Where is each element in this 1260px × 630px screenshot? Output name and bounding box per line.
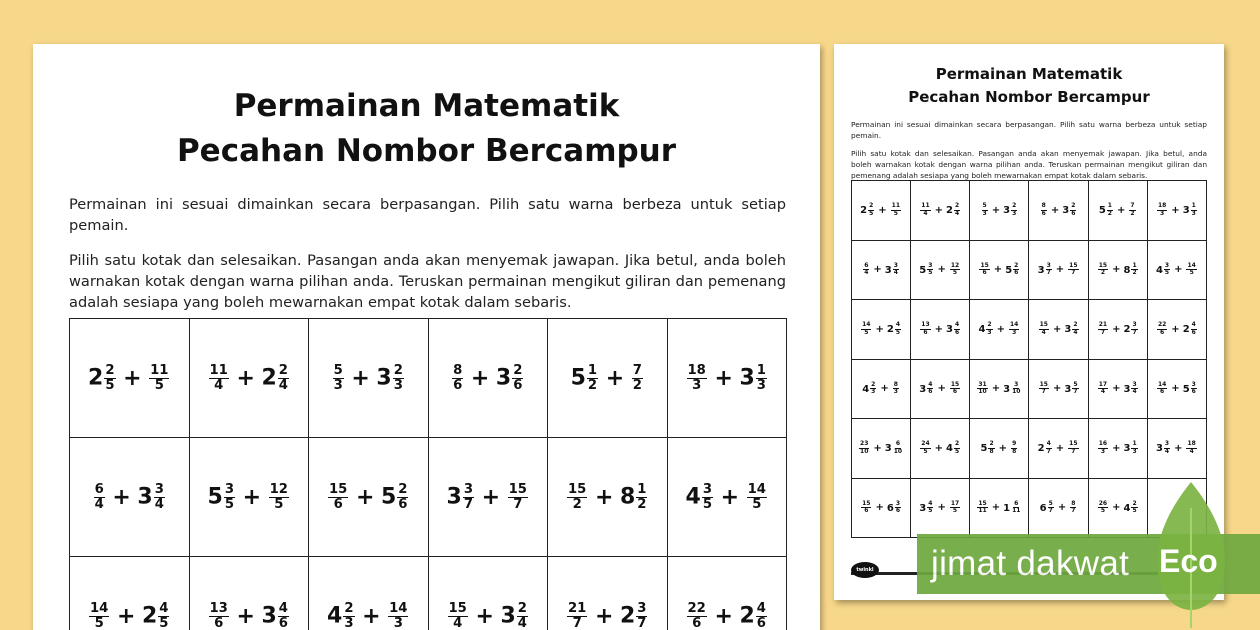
grid-cell[interactable] [911,359,970,419]
math-expression: $\frac{18}{3}$ + 3 $\frac{1}{3}$ [1157,202,1196,217]
eco-label: Eco [1159,543,1218,579]
math-expression: 5 $\frac{3}{5}$ + $\frac{12}{5}$ [919,261,960,277]
grid-cell[interactable] [1147,181,1206,241]
grid-cell[interactable] [189,319,309,438]
grid-row [852,240,1207,300]
instruction-paragraph-1: Permainan ini sesuai dimainkan secara berpasangan. Pilih satu warna berbeza untuk setiap pemain. [69,196,786,234]
grid-cell[interactable] [548,319,668,438]
grid-cell[interactable] [970,359,1029,419]
grid-cell[interactable] [70,438,190,557]
math-expression: 3 $\frac{4}{6}$ + $\frac{15}{6}$ [919,380,960,396]
math-expression: $\frac{6}{4}$ + 3 $\frac{3}{4}$ [94,481,164,512]
math-expression: 5 $\frac{1}{2}$ + $\frac{7}{2}$ [570,362,642,393]
math-expression: $\frac{8}{6}$ + 3 $\frac{2}{6}$ [453,362,523,393]
math-expression: $\frac{13}{6}$ + 3 $\frac{4}{6}$ [921,321,960,336]
grid-cell[interactable] [852,359,911,419]
grid-cell[interactable] [1029,359,1088,419]
grid-cell[interactable] [428,319,548,438]
grid-cell[interactable] [911,240,970,300]
math-expression: $\frac{15}{6}$ + 6 $\frac{3}{6}$ [862,499,901,515]
grid-cell[interactable] [667,319,787,438]
math-expression: $\frac{15}{2}$ + 8 $\frac{1}{2}$ [1098,261,1137,277]
math-expression: 2 $\frac{2}{5}$ + $\frac{11}{5}$ [860,202,901,217]
grid-cell[interactable] [667,438,787,557]
grid-cell[interactable] [1088,240,1147,300]
grid-cell[interactable] [911,419,970,479]
thumbnail-title: Permainan Matematik Pecahan Nombor Bercampur [908,65,1150,106]
math-expression: $\frac{5}{3}$ + 3 $\frac{2}{3}$ [982,202,1017,217]
grid-row [70,319,787,438]
math-expression: $\frac{15}{4}$ + 3 $\frac{2}{4}$ [448,600,527,630]
math-expression: $\frac{14}{5}$ + 2 $\frac{4}{5}$ [862,321,901,336]
math-expression: $\frac{15}{4}$ + 3 $\frac{2}{4}$ [1039,321,1078,336]
grid-row [70,438,787,557]
grid-cell[interactable] [911,478,970,538]
math-expression: 4 $\frac{2}{3}$ + $\frac{14}{3}$ [327,600,408,630]
math-expression: 3 $\frac{3}{7}$ + $\frac{15}{7}$ [1037,261,1078,277]
grid-cell[interactable] [852,419,911,479]
thumbnail-paragraph-2: Pilih satu kotak dan selesaikan. Pasangan anda akan menyemak jawapan. Jika betul, anda boleh warnakan kotak dengan warna pilihan anda. Teruskan permainan mengikut giliran dan pemenang adalah sesiapa yang boleh mewarnakan empat kotak dalam sebaris. [851,149,1207,180]
math-expression: $\frac{21}{7}$ + 2 $\frac{3}{7}$ [568,600,647,630]
grid-cell[interactable] [548,557,668,630]
math-expression: $\frac{15}{2}$ + 8 $\frac{1}{2}$ [568,481,647,512]
banner-text: jimat dakwat [931,544,1130,583]
math-expression: $\frac{11}{4}$ + 2 $\frac{2}{4}$ [921,202,960,217]
grid-cell[interactable] [428,438,548,557]
grid-cell[interactable] [1029,478,1088,538]
math-expression: $\frac{15}{6}$ + 5 $\frac{2}{6}$ [980,261,1019,277]
math-expression: 3 $\frac{3}{4}$ + $\frac{18}{4}$ [1155,440,1196,455]
math-expression: $\frac{5}{3}$ + 3 $\frac{2}{3}$ [333,362,403,393]
grid-cell[interactable] [1088,300,1147,360]
grid-cell[interactable] [970,181,1029,241]
grid-cell[interactable] [1029,181,1088,241]
grid-cell[interactable] [70,557,190,630]
math-expression: 6 $\frac{5}{7}$ + $\frac{8}{7}$ [1039,499,1076,515]
math-expression: $\frac{15}{11}$ + 1 $\frac{6}{11}$ [978,499,1021,515]
grid-row [852,181,1207,241]
math-expression: 3 $\frac{4}{5}$ + $\frac{17}{5}$ [919,499,960,515]
grid-cell[interactable] [1029,240,1088,300]
math-expression: 2 $\frac{4}{7}$ + $\frac{15}{7}$ [1037,440,1078,455]
grid-cell[interactable] [309,319,429,438]
grid-cell[interactable] [189,557,309,630]
grid-cell[interactable] [1147,419,1206,479]
grid-cell[interactable] [1088,181,1147,241]
grid-row [852,300,1207,360]
grid-cell[interactable] [548,438,668,557]
grid-cell[interactable] [1029,300,1088,360]
math-expression: $\frac{23}{10}$ + 3 $\frac{6}{10}$ [860,440,903,455]
math-expression: $\frac{18}{3}$ + 3 $\frac{1}{3}$ [687,362,766,393]
math-expression: $\frac{13}{6}$ + 3 $\frac{4}{6}$ [209,600,288,630]
grid-cell[interactable] [852,181,911,241]
math-expression: 2 $\frac{2}{5}$ + $\frac{11}{5}$ [88,362,169,393]
grid-cell[interactable] [970,300,1029,360]
math-expression: $\frac{8}{6}$ + 3 $\frac{2}{6}$ [1041,202,1076,217]
grid-cell[interactable] [189,438,309,557]
math-expression: 5 $\frac{1}{2}$ + $\frac{7}{2}$ [1098,202,1135,217]
grid-cell[interactable] [1147,240,1206,300]
grid-cell[interactable] [1088,359,1147,419]
grid-cell[interactable] [911,300,970,360]
grid-row [70,557,787,630]
twinkl-logo: twinkl [851,562,879,578]
grid-cell[interactable] [428,557,548,630]
grid-cell[interactable] [970,240,1029,300]
grid-cell[interactable] [667,557,787,630]
math-expression: $\frac{26}{5}$ + 4 $\frac{2}{5}$ [1098,499,1137,515]
grid-cell[interactable] [1029,419,1088,479]
grid-cell[interactable] [309,557,429,630]
grid-cell[interactable] [1088,478,1147,538]
math-expression: $\frac{24}{5}$ + 4 $\frac{2}{5}$ [921,440,960,455]
grid-cell[interactable] [309,438,429,557]
grid-cell[interactable] [70,319,190,438]
math-expression: 4 $\frac{2}{3}$ + $\frac{8}{3}$ [862,380,898,396]
grid-row [852,419,1207,479]
math-expression: $\frac{14}{6}$ + 5 $\frac{3}{6}$ [1157,380,1196,396]
grid-cell[interactable] [970,478,1029,538]
math-expression: $\frac{31}{10}$ + 3 $\frac{3}{10}$ [978,380,1021,396]
grid-cell[interactable] [1147,300,1206,360]
math-expression: $\frac{17}{4}$ + 3 $\frac{3}{4}$ [1098,380,1137,396]
math-expression: $\frac{15}{6}$ + 5 $\frac{2}{6}$ [329,481,408,512]
math-expression: 4 $\frac{3}{5}$ + $\frac{14}{5}$ [685,481,766,512]
grid-cell[interactable] [852,478,911,538]
math-expression: $\frac{6}{4}$ + 3 $\frac{3}{4}$ [864,261,898,277]
worksheet-main [33,44,820,630]
math-expression: $\frac{21}{7}$ + 2 $\frac{3}{7}$ [1098,321,1137,336]
grid-cell[interactable] [911,181,970,241]
grid-cell[interactable] [852,240,911,300]
math-expression: $\frac{14}{5}$ + 2 $\frac{4}{5}$ [90,600,169,630]
math-expression: 5 $\frac{3}{5}$ + $\frac{12}{5}$ [207,481,288,512]
math-expression: 5 $\frac{2}{8}$ + $\frac{9}{8}$ [980,440,1017,455]
math-expression: 4 $\frac{2}{3}$ + $\frac{14}{3}$ [978,321,1019,336]
grid-cell[interactable] [1147,359,1206,419]
problem-grid [69,318,787,630]
grid-cell[interactable] [852,300,911,360]
math-expression: 3 $\frac{3}{7}$ + $\frac{15}{7}$ [446,481,527,512]
math-expression: $\frac{22}{6}$ + 2 $\frac{4}{6}$ [1157,321,1196,336]
grid-row [852,359,1207,419]
math-expression: 4 $\frac{3}{5}$ + $\frac{14}{5}$ [1155,261,1196,277]
instruction-paragraph-2: Pilih satu kotak dan selesaikan. Pasangan anda akan menyemak jawapan. Jika betul, anda boleh warnakan kotak dengan warna pilihan anda. Teruskan permainan mengikut giliran dan pemenang adalah sesiapa yang boleh mewarnakan empat kotak dalam sebaris. [69,252,786,311]
page-title: Permainan Matematik Pecahan Nombor Bercampur [176,88,677,169]
math-expression: $\frac{16}{3}$ + 3 $\frac{1}{3}$ [1098,440,1137,455]
math-expression: $\frac{22}{6}$ + 2 $\frac{4}{6}$ [687,600,766,630]
grid-cell[interactable] [970,419,1029,479]
thumbnail-paragraph-1: Permainan ini sesuai dimainkan secara berpasangan. Pilih satu warna berbeza untuk setiap pemain. [851,120,1207,140]
math-expression: $\frac{15}{7}$ + 3 $\frac{5}{7}$ [1039,380,1078,396]
grid-cell[interactable] [1088,419,1147,479]
math-expression: $\frac{11}{4}$ + 2 $\frac{2}{4}$ [209,362,288,393]
